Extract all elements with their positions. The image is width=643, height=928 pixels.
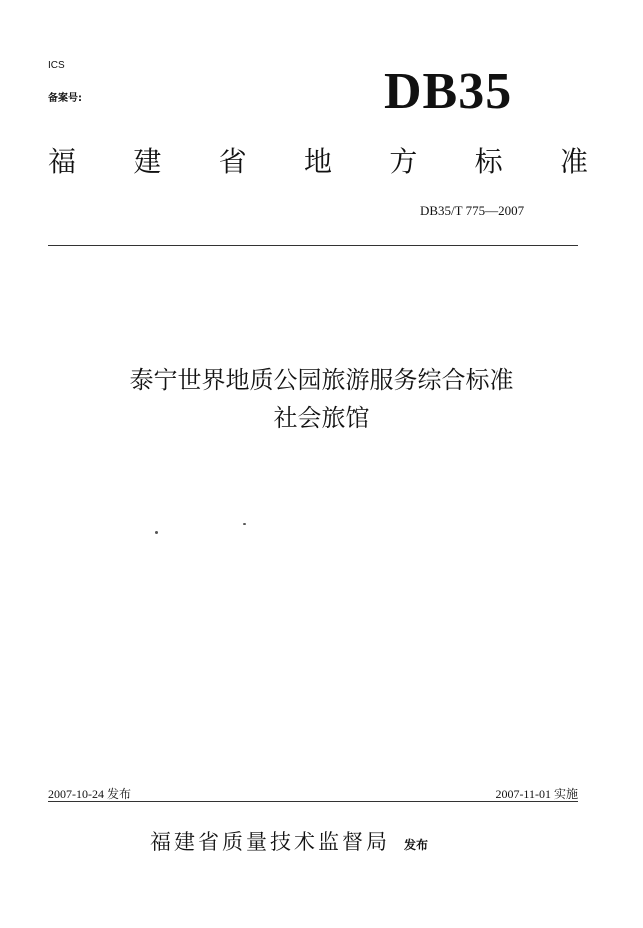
category-char: 福 bbox=[48, 145, 77, 178]
category-char: 准 bbox=[559, 145, 588, 178]
document-subtitle: 社会旅馆 bbox=[273, 404, 370, 432]
top-divider bbox=[48, 245, 578, 246]
category-char: 方 bbox=[389, 145, 418, 178]
document-title: 泰宁世界地质公园旅游服务综合标准 bbox=[129, 366, 514, 394]
category-char: 省 bbox=[218, 145, 247, 178]
category-title bbox=[48, 145, 588, 179]
category-char: 地 bbox=[303, 145, 332, 178]
category-char: 标 bbox=[474, 145, 503, 178]
scan-speck bbox=[243, 523, 246, 525]
scan-speck bbox=[155, 531, 158, 534]
ics-label: ICS bbox=[48, 60, 65, 71]
standard-number: DB35/T 775—2007 bbox=[420, 203, 525, 218]
effective-date: 2007-11-01 实施 bbox=[495, 787, 578, 801]
publish-date: 2007-10-24 发布 bbox=[48, 787, 131, 801]
beian-label: 备案号: bbox=[48, 93, 82, 104]
standard-code: DB35 bbox=[384, 63, 513, 120]
category-char: 建 bbox=[133, 145, 162, 178]
bottom-divider bbox=[48, 801, 578, 802]
issuer-line bbox=[150, 826, 428, 856]
issue-word: 发布 bbox=[404, 838, 429, 852]
issuer-name: 福建省质量技术监督局 bbox=[150, 830, 390, 854]
